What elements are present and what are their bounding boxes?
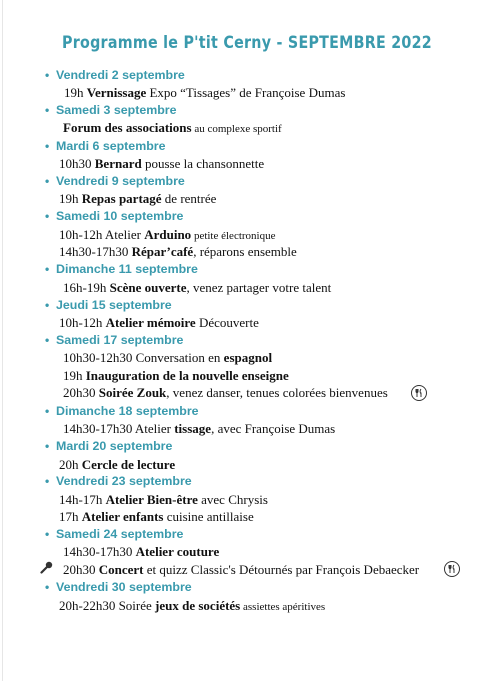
day-heading (45, 438, 172, 454)
event-line (63, 367, 289, 384)
event-text: au complexe sportif (191, 123, 282, 135)
event-line (64, 84, 345, 101)
event-time: 10h-12h Atelier (59, 227, 145, 242)
event-highlight: Arduino (144, 227, 192, 242)
day-label: Samedi 10 septembre (56, 209, 184, 223)
day-heading (45, 173, 185, 189)
day-heading (45, 208, 183, 224)
fork-knife-icon (411, 385, 427, 401)
bullet: • (45, 209, 50, 223)
event-text: avec Chrysis (197, 492, 268, 507)
event-highlight: Atelier Bien-être (105, 492, 198, 507)
event-line (63, 349, 272, 366)
bullet: • (45, 404, 50, 418)
bullet: • (45, 298, 50, 312)
event-time: 20h (59, 457, 82, 472)
bullet: • (45, 103, 50, 117)
event-text: cuisine antillaise (163, 509, 254, 524)
event-highlight: Répar’café (131, 244, 194, 259)
bullet: • (45, 439, 50, 453)
event-highlight: Forum des associations (63, 120, 192, 135)
day-heading (45, 261, 198, 277)
event-time: 17h (59, 509, 82, 524)
page-title: Programme le P'tit Cerny - SEPTEMBRE 2022 (62, 33, 432, 53)
day-label: Vendredi 9 septembre (56, 174, 185, 188)
event-time: 10h-12h (59, 315, 106, 330)
event-text: petite électronique (191, 230, 276, 242)
day-heading (45, 579, 192, 595)
event-line (59, 508, 254, 525)
event-text: , venez danser, tenues colorées bienvenues (166, 385, 388, 400)
event-line (59, 243, 297, 260)
day-heading (45, 138, 166, 154)
event-highlight: Atelier couture (135, 544, 220, 559)
bullet: • (45, 68, 50, 82)
day-label: Mardi 20 septembre (56, 439, 173, 453)
event-text: , venez partager votre talent (186, 280, 332, 295)
event-highlight: Soirée Zouk (98, 385, 167, 400)
event-text: , avec Françoise Dumas (211, 421, 336, 436)
day-heading (45, 526, 183, 542)
event-time: 16h-19h (63, 280, 110, 295)
event-line (59, 491, 268, 508)
event-highlight: Atelier enfants (81, 509, 164, 524)
event-time: 10h30-12h30 Conversation en (63, 350, 224, 365)
event-time: 19h (59, 191, 82, 206)
event-time: 20h30 (63, 562, 99, 577)
bullet: • (45, 580, 50, 594)
event-line (63, 279, 331, 296)
day-label: Samedi 24 septembre (56, 527, 184, 541)
event-highlight: espagnol (223, 350, 273, 365)
bullet: • (45, 174, 50, 188)
day-heading (45, 403, 199, 419)
event-time: 20h-22h30 Soirée (59, 598, 156, 613)
fork-knife-icon (444, 561, 460, 577)
day-heading (45, 67, 185, 83)
day-label: Samedi 17 septembre (56, 333, 184, 347)
event-highlight: Inauguration de la nouvelle enseigne (85, 368, 289, 383)
event-line (59, 226, 275, 243)
event-text: et quizz Classic's Détournés par François Debaecker (143, 562, 420, 577)
day-label: Jeudi 15 septembre (56, 298, 172, 312)
day-label: Dimanche 18 septembre (56, 404, 199, 418)
day-heading (45, 473, 192, 489)
day-label: Mardi 6 septembre (56, 139, 166, 153)
bullet: • (45, 139, 50, 153)
event-text: Découverte (195, 315, 259, 330)
event-text: de rentrée (161, 191, 217, 206)
event-time: 19h (63, 368, 86, 383)
event-highlight: Repas partagé (81, 191, 162, 206)
event-line (59, 456, 175, 473)
day-label: Dimanche 11 septembre (56, 262, 198, 276)
day-label: Samedi 3 septembre (56, 103, 177, 117)
event-highlight: Concert (98, 562, 144, 577)
event-text: , réparons ensemble (193, 244, 297, 259)
microphone-icon (40, 561, 53, 574)
bullet: • (45, 333, 50, 347)
event-line (59, 314, 259, 331)
bullet: • (45, 527, 50, 541)
event-time: 14h30-17h30 (63, 544, 136, 559)
event-highlight: Bernard (94, 156, 142, 171)
event-highlight: Scène ouverte (109, 280, 187, 295)
event-line (63, 420, 335, 437)
event-line (63, 119, 282, 136)
event-highlight: tissage (174, 421, 212, 436)
day-heading (45, 297, 172, 313)
event-time: 20h30 (63, 385, 99, 400)
event-time: 14h30-17h30 Atelier (63, 421, 175, 436)
event-highlight: Cercle de lecture (81, 457, 176, 472)
event-time: 10h30 (59, 156, 95, 171)
day-heading (45, 332, 183, 348)
event-line (59, 190, 216, 207)
event-highlight: Atelier mémoire (105, 315, 196, 330)
day-label: Vendredi 30 septembre (56, 580, 192, 594)
event-line (59, 155, 264, 172)
event-text: pousse la chansonnette (141, 156, 265, 171)
event-time: 19h (64, 85, 87, 100)
day-heading (45, 102, 177, 118)
event-time: 14h-17h (59, 492, 106, 507)
event-text: assiettes apéritives (240, 601, 326, 613)
bullet: • (45, 262, 50, 276)
event-highlight: jeux de sociétés (155, 598, 241, 613)
page-edge (2, 0, 3, 681)
day-label: Vendredi 2 septembre (56, 68, 185, 82)
event-line (59, 597, 325, 614)
event-line (63, 543, 219, 560)
event-line (63, 384, 388, 401)
event-time: 14h30-17h30 (59, 244, 132, 259)
day-label: Vendredi 23 septembre (56, 474, 192, 488)
bullet: • (45, 474, 50, 488)
event-line (63, 561, 419, 578)
event-text: Expo “Tissages” de Françoise Dumas (146, 85, 346, 100)
event-highlight: Vernissage (86, 85, 147, 100)
